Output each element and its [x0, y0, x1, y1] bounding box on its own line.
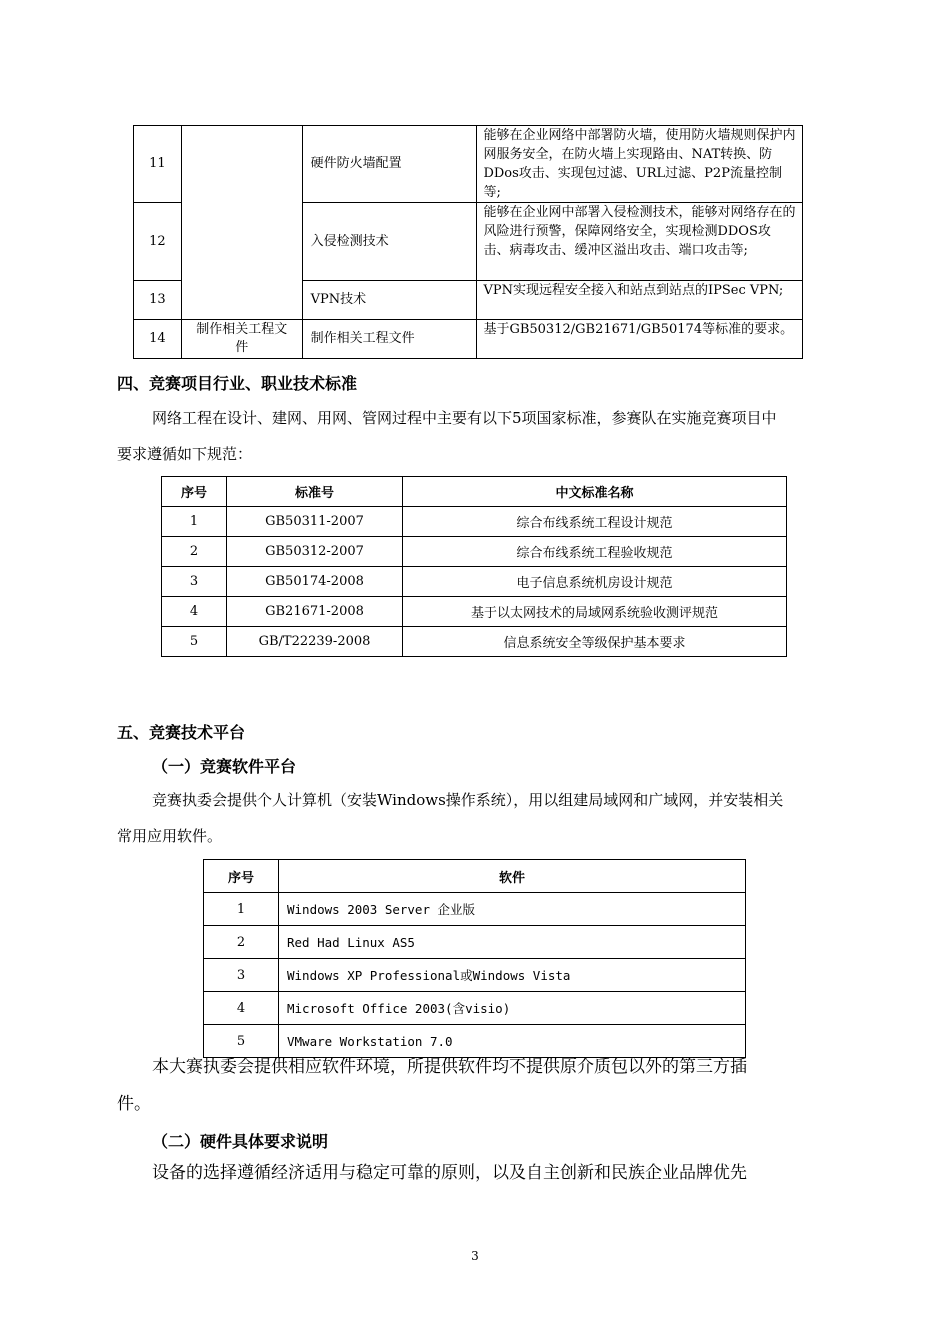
column-header: 序号: [162, 477, 227, 507]
category-cell: 制作相关工程文件: [181, 320, 302, 359]
table-cell: GB50174-2008: [227, 567, 403, 597]
section-5-paragraph-2-line-1: 本大赛执委会提供相应软件环境，所提供软件均不提供原介质包以外的第三方插: [152, 1057, 747, 1077]
table-cell: GB50311-2007: [227, 507, 403, 537]
column-header: 标准号: [227, 477, 403, 507]
column-header: 序号: [204, 860, 279, 893]
section-4-paragraph-line-2: 要求遵循如下规范：: [117, 445, 253, 463]
row-number: 12: [134, 203, 182, 281]
category-cell: [181, 126, 302, 320]
table-cell: Microsoft Office 2003(含visio): [279, 992, 746, 1025]
page-number: 3: [471, 1249, 479, 1263]
table-cell: 3: [162, 567, 227, 597]
table-cell: GB21671-2008: [227, 597, 403, 627]
table-row: [162, 537, 787, 567]
table-row: [204, 893, 746, 926]
table-row: [204, 959, 746, 992]
section-5-paragraph-3-line-1: 设备的选择遵循经济适用与稳定可靠的原则，以及自主创新和民族企业品牌优先: [152, 1163, 747, 1183]
table-row: [134, 320, 803, 359]
section-5-paragraph-2-line-2: 件。: [117, 1094, 151, 1114]
table-row: [162, 507, 787, 537]
row-number: 13: [134, 281, 182, 320]
standards-table: [161, 476, 787, 657]
table-row: [162, 567, 787, 597]
table-cell: 5: [204, 1025, 279, 1058]
table-cell: 1: [162, 507, 227, 537]
item-name: 入侵检测技术: [302, 203, 477, 281]
section-5-heading: 五、竞赛技术平台: [117, 723, 246, 742]
table-cell: 3: [204, 959, 279, 992]
item-description: 能够在企业网中部署入侵检测技术，能够对网络存在的风险进行预警，保障网络安全，实现检测DDOS攻击、病毒攻击、缓冲区溢出攻击、端口攻击等;: [477, 203, 803, 281]
table-cell: Red Had Linux AS5: [279, 926, 746, 959]
item-name: VPN技术: [302, 281, 477, 320]
row-number: 11: [134, 126, 182, 203]
item-name: 硬件防火墙配置: [302, 126, 477, 203]
software-table: [203, 859, 746, 1058]
table-row: [162, 597, 787, 627]
table-cell: 电子信息系统机房设计规范: [403, 567, 787, 597]
table-cell: 2: [204, 926, 279, 959]
table-cell: 1: [204, 893, 279, 926]
skills-table: [133, 125, 803, 359]
table-row: [204, 992, 746, 1025]
table-row: [134, 126, 803, 203]
table-cell: 2: [162, 537, 227, 567]
table-header-row: [204, 860, 746, 893]
item-name: 制作相关工程文件: [302, 320, 477, 359]
item-description: 基于GB50312/GB21671/GB50174等标准的要求。: [477, 320, 803, 359]
section-4-paragraph-line-1: 网络工程在设计、建网、用网、管网过程中主要有以下5项国家标准，参赛队在实施竞赛项目中: [152, 409, 777, 427]
table-cell: Windows 2003 Server 企业版: [279, 893, 746, 926]
table-cell: 4: [162, 597, 227, 627]
table-cell: GB50312-2007: [227, 537, 403, 567]
section-4-heading: 四、竞赛项目行业、职业技术标准: [117, 374, 358, 393]
table-cell: 综合布线系统工程设计规范: [403, 507, 787, 537]
table-cell: 5: [162, 627, 227, 657]
column-header: 中文标准名称: [403, 477, 787, 507]
column-header: 软件: [279, 860, 746, 893]
subsection-2-heading: （二）硬件具体要求说明: [152, 1132, 329, 1151]
table-row: [204, 926, 746, 959]
subsection-1-heading: （一）竞赛软件平台: [152, 757, 297, 776]
table-cell: 基于以太网技术的局域网系统验收测评规范: [403, 597, 787, 627]
table-row: [162, 627, 787, 657]
table-header-row: [162, 477, 787, 507]
table-cell: 信息系统安全等级保护基本要求: [403, 627, 787, 657]
table-cell: 综合布线系统工程验收规范: [403, 537, 787, 567]
table-cell: Windows XP Professional或Windows Vista: [279, 959, 746, 992]
table-cell: GB/T22239-2008: [227, 627, 403, 657]
section-5-paragraph-1-line-2: 常用应用软件。: [117, 827, 223, 845]
item-description: 能够在企业网络中部署防火墙，使用防火墙规则保护内网服务安全，在防火墙上实现路由、NAT转换、防DDos攻击、实现包过滤、URL过滤、P2P流量控制等;: [477, 126, 803, 203]
section-5-paragraph-1-line-1: 竞赛执委会提供个人计算机（安装Windows操作系统），用以组建局域网和广域网，并安装相关: [152, 791, 784, 809]
item-description: VPN实现远程安全接入和站点到站点的IPSec VPN;: [477, 281, 803, 320]
table-cell: VMware Workstation 7.0: [279, 1025, 746, 1058]
table-cell: 4: [204, 992, 279, 1025]
row-number: 14: [134, 320, 182, 359]
